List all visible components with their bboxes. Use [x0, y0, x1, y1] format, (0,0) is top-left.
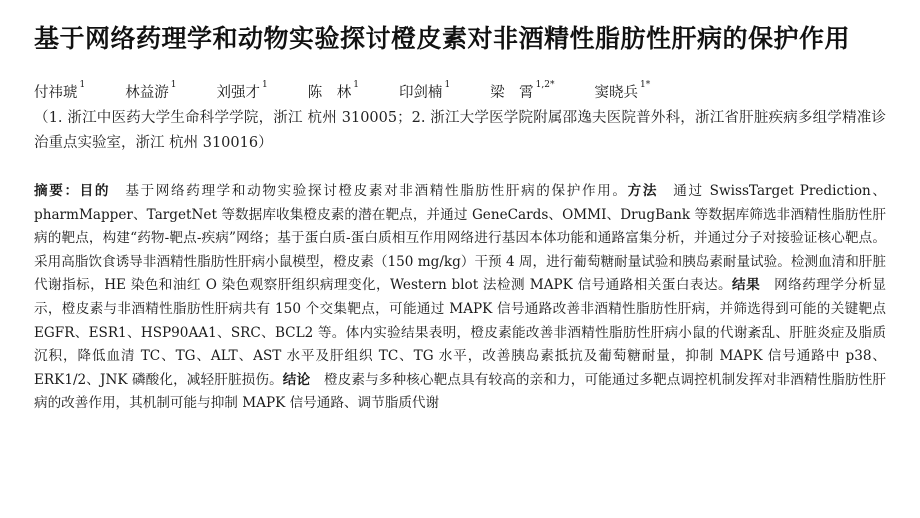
methods-text: 通过 SwissTarget Prediction、pharmMapper、TargetNet 等数据库收集橙皮素的潜在靶点，并通过 GeneCards、OMMI、DrugBank 等数据库筛选非酒精性脂肪性肝病的靶点，构建“药物-靶点-疾病”网络；基于蛋白质-蛋白质相互作用网络进行基因本体功能和通路富集分析，并通过分子对接验证核心靶点。采用高脂饮食诱导非酒精性脂肪性肝病小鼠模型，橙皮素（150 mg/kg）干预 4 周，进行葡萄糖耐量试验和胰岛素耐量试验。检测血清和肝脏代谢指标，HE 染色和油红 O 染色观察肝组织病理变化，Western blot 法检测 MAPK 信号通路相关蛋白表达。 — [34, 183, 887, 294]
author-affiliation-mark: 1 — [261, 80, 268, 90]
conclusion-text: 橙皮素与多种核心靶点具有较高的亲和力，可能通过多靶点调控机制发挥对非酒精性脂肪性肝病的改善作用，其机制可能与抑制 MAPK 信号通路、调节脂质代谢 — [34, 371, 887, 412]
author-affiliation-mark: 1 — [444, 80, 451, 90]
author-affiliation-mark: 1 — [353, 80, 359, 90]
author-name: 窦晓兵 — [594, 85, 638, 101]
author — [34, 82, 85, 104]
author — [125, 82, 176, 104]
author-name: 陈 林 — [307, 85, 352, 101]
author-affiliation-mark: 1 — [79, 80, 86, 90]
author-list — [34, 82, 886, 104]
abstract-label: 摘要： — [34, 183, 80, 199]
author-affiliation-mark: 1* — [640, 80, 651, 90]
author — [595, 82, 651, 104]
author-affiliation-mark: 1 — [170, 80, 177, 90]
methods-label: 方法 — [627, 183, 659, 199]
objective-label: 目的 — [79, 183, 111, 199]
author — [490, 82, 554, 104]
abstract — [34, 180, 886, 416]
conclusion-label: 结论 — [282, 371, 311, 388]
author-name: 刘强才 — [216, 85, 260, 101]
author-name: 梁 霄 — [490, 85, 534, 101]
affiliation-text: （1. 浙江中医药大学生命科学学院，浙江 杭州 310005；2. 浙江大学医学院附属邵逸夫医院普外科，浙江省肝脏疾病多组学精准诊治重点实验室，浙江 杭州 310016） — [34, 110, 886, 151]
author-name: 林益游 — [125, 85, 169, 101]
results-text: 网络药理学分析显示，橙皮素与非酒精性脂肪性肝病共有 150 个交集靶点，可能通过 MAPK 信号通路改善非酒精性脂肪性肝病，并筛选得到可能的关键靶点 EGFR、ESR1、HSP90AA1、SRC、BCL2 等。体内实验结果表明，橙皮素能改善非酒精性脂肪性肝病小鼠的代谢紊乱、肝脏炎症及脂质沉积，降低血清 TC、TG、ALT、AST 水平及肝组织 TC、TG 水平，改善胰岛素抵抗及葡萄糖耐量，抑制 MAPK 信号通路中 p38、ERK1/2、JNK 磷酸化，减轻肝脏损伤。 — [34, 277, 887, 388]
author-name: 印剑楠 — [398, 85, 443, 101]
author-affiliation-mark: 1,2* — [535, 80, 555, 90]
objective-text: 基于网络药理学和动物实验探讨橙皮素对非酒精性脂肪性肝病的保护作用。 — [110, 183, 628, 199]
results-label: 结果 — [732, 277, 761, 294]
author-name: 付祎琥 — [34, 85, 78, 101]
paper-title: 基于网络药理学和动物实验探讨橙皮素对非酒精性脂肪性肝病的保护作用 — [34, 24, 851, 53]
author — [399, 82, 450, 104]
author — [216, 82, 267, 104]
author — [308, 82, 359, 104]
